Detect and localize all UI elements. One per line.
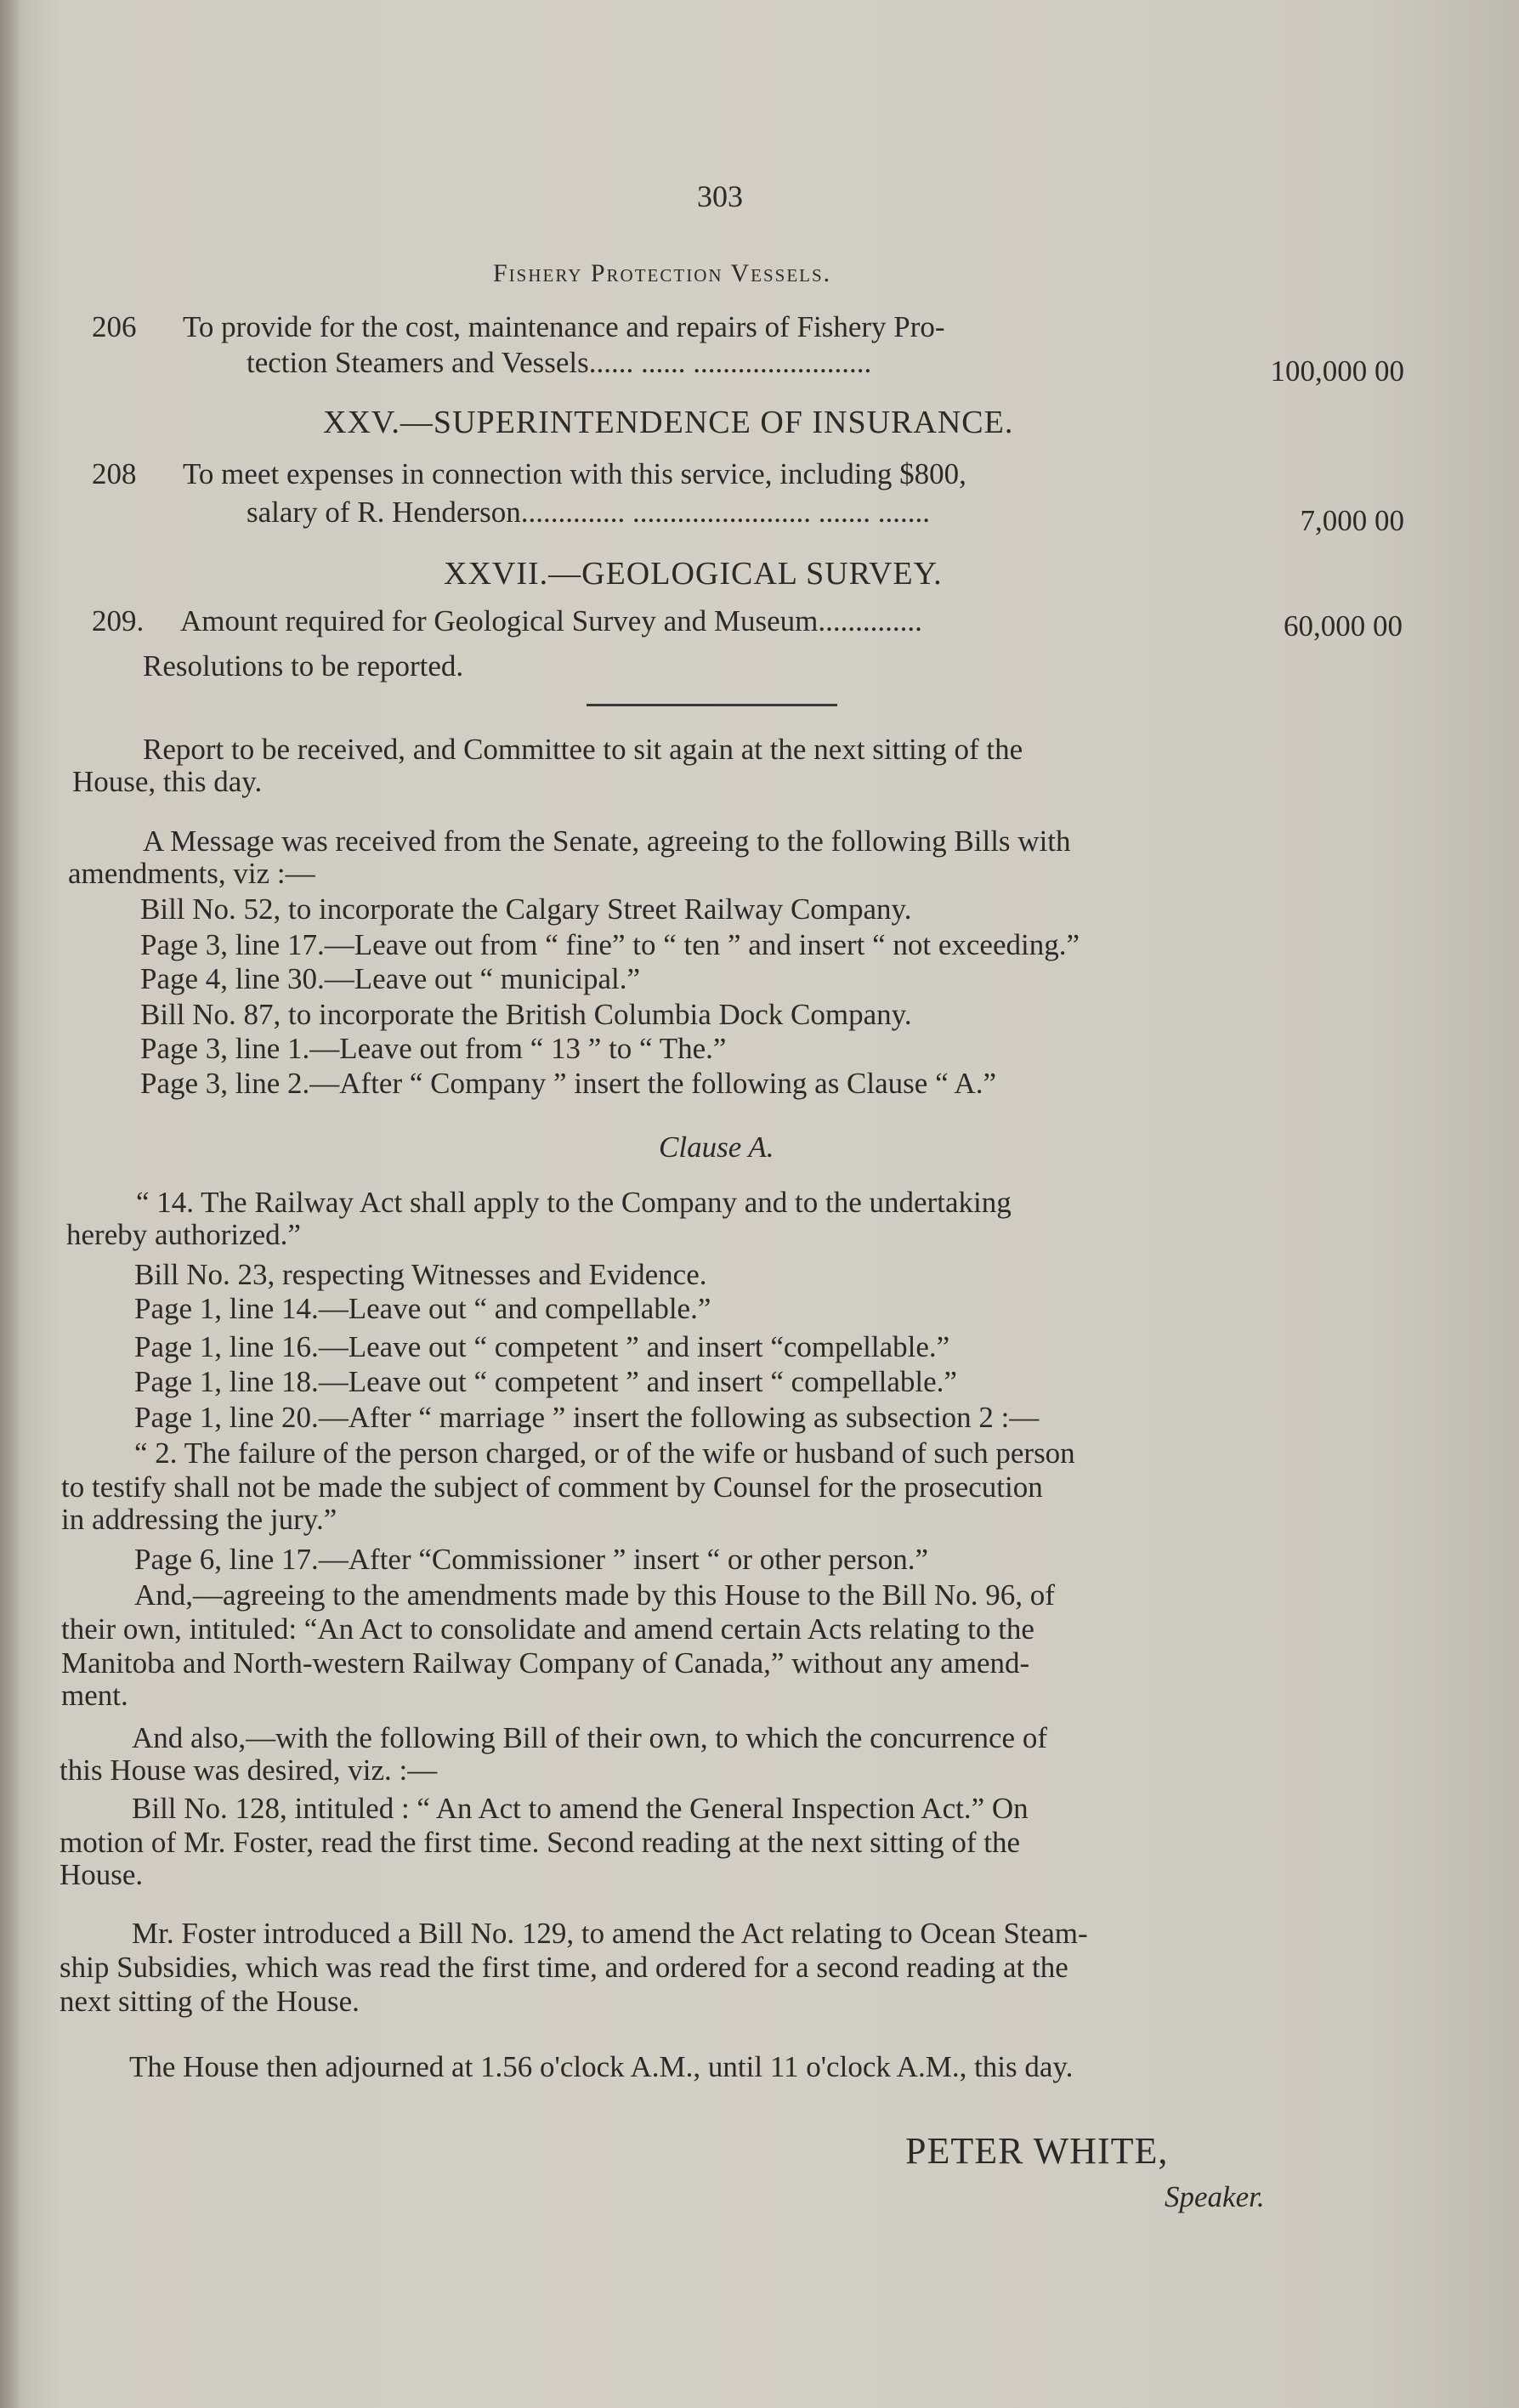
clause-line: Manitoba and North-western Railway Company of Canada,” without any amend- [61,1646,1030,1680]
fishery-amount: 100,000 00 [1270,354,1404,388]
clause-line: Page 1, line 14.—Leave out “ and compellable.” [134,1292,711,1325]
clause-line: “ 2. The failure of the person charged, or of the wife or husband of such person [134,1436,1075,1470]
clause-line: ment. [61,1679,128,1712]
book-spine-shadow [0,0,19,2408]
clause-line: And also,—with the following Bill of their own, to which the concurrence of [132,1721,1047,1754]
foster-line: Mr. Foster introduced a Bill No. 129, to amend the Act relating to Ocean Steam- [132,1917,1088,1950]
clause-line: Page 1, line 18.—Leave out “ competent ” and insert “ compellable.” [134,1365,957,1398]
item-number: 209. [92,604,145,637]
foster-line: next sitting of the House. [60,1985,360,2018]
clause-line: And,—agreeing to the amendments made by this House to the Bill No. 96, of [134,1578,1055,1612]
geology-heading: XXVII.—GEOLOGICAL SURVEY. [444,556,943,592]
insurance-line-1: To meet expenses in connection with this service, including $800, [183,457,966,490]
clause-line: to testify shall not be made the subject of comment by Counsel for the prosecution [61,1470,1043,1504]
clause-line: Page 1, line 16.—Leave out “ competent ” and insert “compellable.” [134,1330,950,1363]
clause-line: their own, intituled: “An Act to consolidate and amend certain Acts relating to the [61,1612,1034,1646]
clause-line: Page 6, line 17.—After “Commissioner ” insert “ or other person.” [134,1543,929,1576]
item-number: 208 [92,457,137,490]
insurance-line-2: salary of R. Henderson.............. ........................ ....... ....... [247,496,930,529]
signature-name: PETER WHITE, [905,2130,1169,2172]
clause-line: motion of Mr. Foster, read the first time. Second reading at the next sitting of the [60,1826,1021,1859]
resolutions-text: Resolutions to be reported. [143,649,464,683]
clause-line: “ 14. The Railway Act shall apply to the Company and to the undertaking [136,1186,1012,1219]
report-line-1: Report to be received, and Committee to sit again at the next sitting of the [143,733,1023,766]
insurance-heading: XXV.—SUPERINTENDENCE OF INSURANCE. [323,405,1014,440]
divider-rule [587,704,837,706]
signature-title: Speaker. [1165,2180,1265,2213]
report-line-2: House, this day. [72,765,263,798]
fishery-line-2: tection Steamers and Vessels...... ...... ........................ [247,346,872,379]
clause-title: Clause A. [659,1130,774,1164]
foster-line: ship Subsidies, which was read the first time, and ordered for a second reading at the [60,1951,1068,1984]
clause-line: in addressing the jury.” [61,1503,337,1536]
adjournment-text: The House then adjourned at 1.56 o'clock A.M., until 11 o'clock A.M., this day. [129,2050,1074,2083]
clause-line: Page 1, line 20.—After “ marriage ” insert the following as subsection 2 :— [134,1401,1040,1434]
item-number: 206 [92,310,137,343]
message-line: Bill No. 52, to incorporate the Calgary Street Railway Company. [140,892,912,926]
clause-line: Bill No. 23, respecting Witnesses and Evidence. [134,1258,707,1291]
clause-line: Bill No. 128, intituled : “ An Act to amend the General Inspection Act.” On [132,1792,1029,1825]
clause-line: House. [60,1858,144,1891]
clause-line: this House was desired, viz. :— [60,1754,438,1787]
message-line: Page 4, line 30.—Leave out “ municipal.” [140,962,641,995]
message-line: Page 3, line 1.—Leave out from “ 13 ” to “ The.” [140,1032,727,1065]
message-line: Bill No. 87, to incorporate the British Columbia Dock Company. [140,998,912,1031]
message-line: Page 3, line 2.—After “ Company ” insert the following as Clause “ A.” [140,1067,996,1100]
message-line: amendments, viz :— [68,857,315,890]
fishery-line-1: To provide for the cost, maintenance and repairs of Fishery Pro- [183,310,945,343]
fishery-title: Fishery Protection Vessels. [493,259,832,287]
insurance-amount: 7,000 00 [1300,504,1404,537]
page-number: 303 [697,179,743,213]
message-line: A Message was received from the Senate, agreeing to the following Bills with [143,824,1071,858]
message-line: Page 3, line 17.—Leave out from “ fine” to “ ten ” and insert “ not exceeding.” [140,928,1080,961]
clause-line: hereby authorized.” [66,1218,301,1251]
geology-line-1: Amount required for Geological Survey and Museum.............. [180,604,922,637]
geology-amount: 60,000 00 [1284,609,1403,643]
